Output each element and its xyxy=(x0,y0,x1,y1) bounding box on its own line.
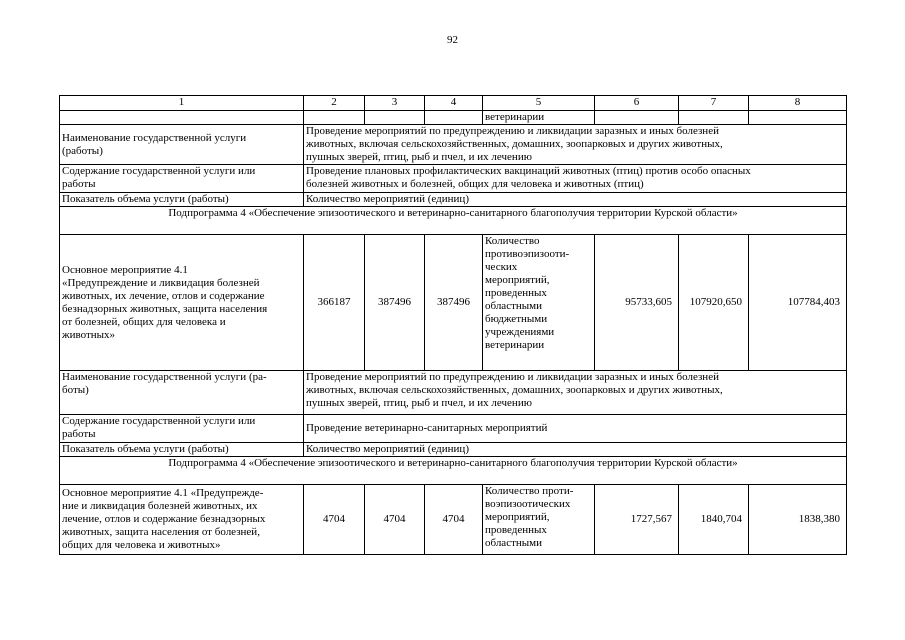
value-cell: 4704 xyxy=(365,485,425,555)
volume-label: Показатель объема услуги (работы) xyxy=(60,193,304,207)
table-row xyxy=(60,207,847,235)
subprogram-title: Подпрограмма 4 «Обеспечение эпизоотического и ветеринарно-санитарного благополучия территории Курской области» xyxy=(60,207,847,235)
value-cell: 1727,567 xyxy=(595,485,679,555)
service-content-value: Проведение плановых профилактических вакцинаций животных (птиц) против особо опасных болезней животных и болезней, общих для человека и животных (птиц) xyxy=(304,165,847,193)
header-row xyxy=(60,96,847,111)
service-name-value: Проведение мероприятий по предупреждению и ликвидации заразных и иных болезней животных, включая сельскохозяйственных, домашних, зоопарковых и других животных, пушных зверей, птиц, рыб и пчел, и их лечению xyxy=(304,371,847,415)
column-header: 3 xyxy=(365,96,425,111)
value-cell: 1838,380 xyxy=(749,485,847,555)
table-row xyxy=(60,125,847,165)
table-row xyxy=(60,457,847,485)
unit-cell: Количество противоэпизооти- ческих мероприятий, проведенных областными бюджетными учреждениями ветеринарии xyxy=(483,235,595,371)
column-header: 2 xyxy=(304,96,365,111)
service-content-value: Проведение ветеринарно-санитарных мероприятий xyxy=(304,415,847,443)
value-cell: 107784,403 xyxy=(749,235,847,371)
value-cell: 366187 xyxy=(304,235,365,371)
unit-cell: ветеринарии xyxy=(483,111,595,125)
measure-name: Основное мероприятие 4.1 «Предупрежде- ние и ликвидация болезней животных, их лечение, отлов и содержание безнадзорных животных, защита населения от болезней, общих для человека и животных» xyxy=(60,485,304,555)
value-cell: 95733,605 xyxy=(595,235,679,371)
column-header: 8 xyxy=(749,96,847,111)
table-row xyxy=(60,485,847,555)
value-cell: 107920,650 xyxy=(679,235,749,371)
volume-value: Количество мероприятий (единиц) xyxy=(304,193,847,207)
table-row xyxy=(60,371,847,415)
table-row xyxy=(60,165,847,193)
service-name-label: Наименование государственной услуги (работы) xyxy=(60,125,304,165)
service-name-label: Наименование государственной услуги (ра- боты) xyxy=(60,371,304,415)
service-name-value: Проведение мероприятий по предупреждению и ликвидации заразных и иных болезней животных, включая сельскохозяйственных, домашних, зоопарковых и других животных, пушных зверей, птиц, рыб и пчел, и их лечению xyxy=(304,125,847,165)
subprogram-title: Подпрограмма 4 «Обеспечение эпизоотического и ветеринарно-санитарного благополучия территории Курской области» xyxy=(60,457,847,485)
column-header: 5 xyxy=(483,96,595,111)
value-cell: 1840,704 xyxy=(679,485,749,555)
budget-table xyxy=(59,95,847,555)
unit-cell: Количество проти- воэпизоотических мероприятий, проведенных областными xyxy=(483,485,595,555)
value-cell: 387496 xyxy=(365,235,425,371)
value-cell: 387496 xyxy=(425,235,483,371)
measure-name: Основное мероприятие 4.1 «Предупреждение и ликвидация болезней животных, их лечение, отлов и содержание безнадзорных животных, защита населения от болезней, общих для человека и животных» xyxy=(60,235,304,371)
column-header: 6 xyxy=(595,96,679,111)
column-header: 7 xyxy=(679,96,749,111)
table-row xyxy=(60,235,847,371)
page-number: 92 xyxy=(447,34,458,46)
table-row xyxy=(60,443,847,457)
table-row xyxy=(60,193,847,207)
volume-value: Количество мероприятий (единиц) xyxy=(304,443,847,457)
column-header: 1 xyxy=(60,96,304,111)
table-row xyxy=(60,111,847,125)
column-header: 4 xyxy=(425,96,483,111)
volume-label: Показатель объема услуги (работы) xyxy=(60,443,304,457)
value-cell: 4704 xyxy=(425,485,483,555)
service-content-label: Содержание государственной услуги или работы xyxy=(60,165,304,193)
value-cell: 4704 xyxy=(304,485,365,555)
service-content-label: Содержание государственной услуги или работы xyxy=(60,415,304,443)
table-row xyxy=(60,415,847,443)
